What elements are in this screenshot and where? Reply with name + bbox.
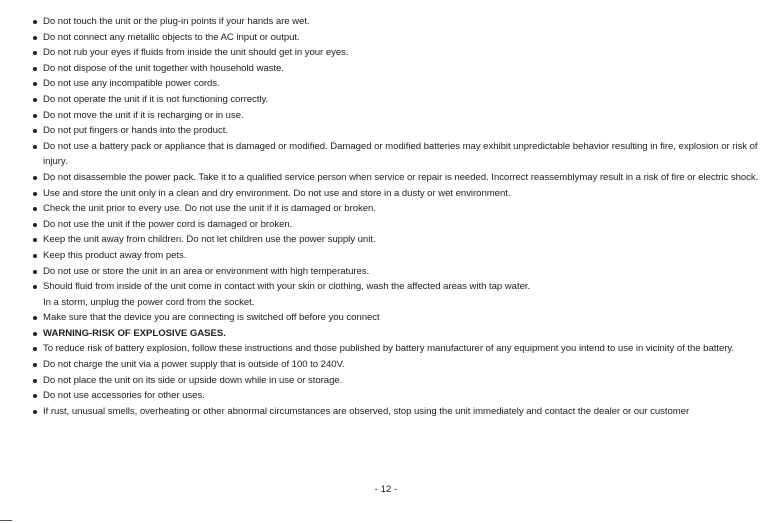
list-item-text: Do not disassemble the power pack. Take it to a qualified service person when service or repair is needed. Incorrect reassemblymay result in a risk of fire or electric shock. [43,171,759,183]
list-item [33,279,768,310]
list-item [33,45,768,61]
corner-mark [0,520,12,521]
list-item [33,186,768,202]
list-item-text: Do not touch the unit or the plug-in points if your hands are wet. [43,16,310,27]
list-item [33,14,768,30]
list-item [33,264,768,280]
list-item [33,76,768,92]
list-item-text: Do not put fingers or hands into the product. [43,125,228,137]
list-item [33,404,768,420]
list-item-text: Check the unit prior to every use. Do not use the unit if it is damaged or broken. [43,203,376,215]
list-item [33,232,768,248]
list-item [33,108,768,124]
list-item [33,388,768,404]
list-item-text: Do not use any incompatible power cords. [43,78,220,90]
list-item [33,373,768,389]
list-item-text: Do not use a battery pack or appliance that is damaged or modified. Damaged or modified batteries may exhibit unpredictable behavior resulting in fire, explosion or risk of injury. [43,140,758,168]
list-item-text: Do not place the unit on its side or upside down while in use or storage. [43,374,343,386]
list-item-text: Use and store the unit only in a clean and dry environment. Do not use and store in a dusty or wet environment. [43,187,511,199]
list-item [33,357,768,373]
safety-bullet-list [33,14,768,419]
list-item-text: Do not operate the unit if it is not functioning correctly. [43,93,269,105]
list-item-text: Do not dispose of the unit together with household waste. [43,62,284,74]
list-item-text: Do not move the unit if it is recharging or in use. [43,109,244,121]
list-item-text: Make sure that the device you are connecting is switched off before you connect [43,312,380,324]
list-item-text: Do not use or store the unit in an area or environment with high temperatures. [43,265,370,277]
list-item [33,30,768,46]
list-item [33,139,768,170]
list-item-text: To reduce risk of battery explosion, follow these instructions and those published by battery manufacturer of any equipment you intend to use in vicinity of the battery. [43,343,735,355]
list-item [33,310,768,326]
list-item-text: Keep this product away from pets. [43,249,187,261]
page-number: - 12 - [374,484,398,495]
list-item-text: WARNING-RISK OF EXPLOSIVE GASES. [43,327,226,339]
list-item [33,61,768,77]
list-item [33,92,768,108]
list-item [33,248,768,264]
list-item [33,201,768,217]
list-item-continuation: In a storm, unplug the power cord from the socket. [43,296,255,308]
list-item-text: Keep the unit away from children. Do not let children use the power supply unit. [43,234,376,246]
warning-heading [33,326,768,342]
list-item-text: Do not rub your eyes if fluids from inside the unit should get in your eyes. [43,47,349,59]
list-item-text: Do not use the unit if the power cord is damaged or broken. [43,218,293,230]
list-item [33,123,768,139]
list-item [33,341,768,357]
list-item-text: Should fluid from inside of the unit come in contact with your skin or clothing, wash the affected areas with tap water. [43,281,531,293]
list-item [33,170,768,186]
list-item-text: If rust, unusual smells, overheating or other abnormal circumstances are observed, stop using the unit immediately and contact the dealer or our customer [43,405,690,417]
list-item-text: Do not use accessories for other uses. [43,390,205,402]
list-item-text: Do not connect any metallic objects to the AC input or output. [43,31,300,43]
safety-instructions [33,14,768,419]
list-item [33,217,768,233]
list-item-text: Do not charge the unit via a power supply that is outside of 100 to 240V. [43,359,345,371]
